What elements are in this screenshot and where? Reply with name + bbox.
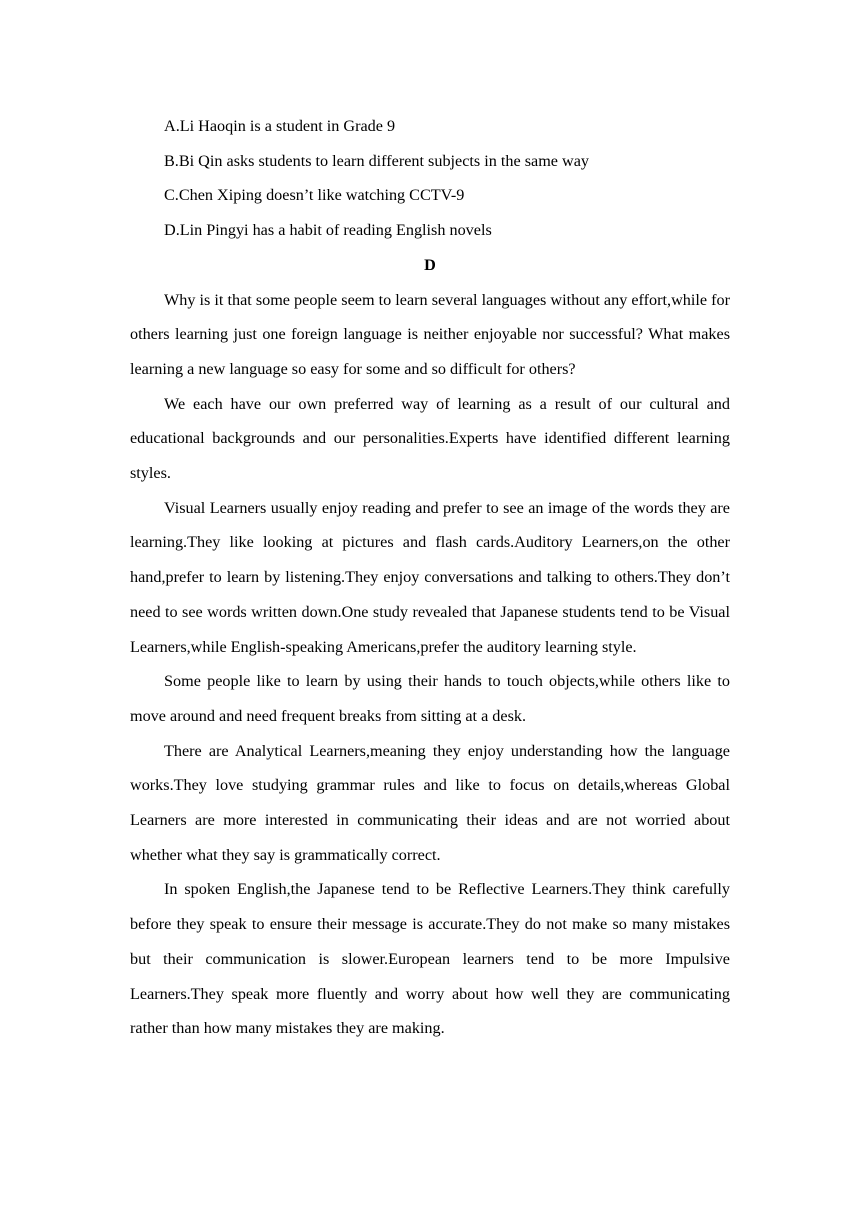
paragraph-1: Why is it that some people seem to learn several languages without any effort,while for others learning just one foreign language is neither enjoyable nor successful? What makes learning a new language so easy for some and so difficult for others?	[130, 290, 730, 378]
paragraph-6: In spoken English,the Japanese tend to be Reflective Learners.They think carefully before they speak to ensure their message is accurate.They do not make so many mistakes but their communication is slower.European learners tend to be more Impulsive Learners.They speak more fluently and worry about how well they are communicating rather than how many mistakes they are making.	[130, 880, 730, 1038]
section-title: D	[424, 255, 436, 274]
answer-option-c: C.Chen Xiping doesn’t like watching CCTV-9	[164, 186, 465, 205]
answer-option-b: B.Bi Qin asks students to learn different subjects in the same way	[164, 151, 589, 170]
answer-option-d: D.Lin Pingyi has a habit of reading English novels	[164, 221, 492, 240]
paragraph-2: We each have our own preferred way of learning as a result of our cultural and educational backgrounds and our personalities.Experts have identified different learning styles.	[130, 394, 730, 483]
document-page	[130, 109, 730, 1046]
answer-option-a: A.Li Haoqin is a student in Grade 9	[164, 117, 396, 135]
paragraph-4: Some people like to learn by using their hands to touch objects,while others like to move around and need frequent breaks from sitting at a desk.	[130, 672, 730, 725]
paragraph-3: Visual Learners usually enjoy reading and prefer to see an image of the words they are learning.They like looking at pictures and flash cards.Auditory Learners,on the other hand,prefer to learn by listening.They enjoy conversations and talking to others.They don’t need to see words written down.One study revealed that Japanese students tend to be Visual Learners,while English-speaking Americans,prefer the auditory learning style.	[130, 498, 730, 656]
paragraph-5: There are Analytical Learners,meaning they enjoy understanding how the language works.They love studying grammar rules and like to focus on details,whereas Global Learners are more interested in communicating their ideas and are not worried about whether what they say is grammatically correct.	[130, 741, 730, 864]
